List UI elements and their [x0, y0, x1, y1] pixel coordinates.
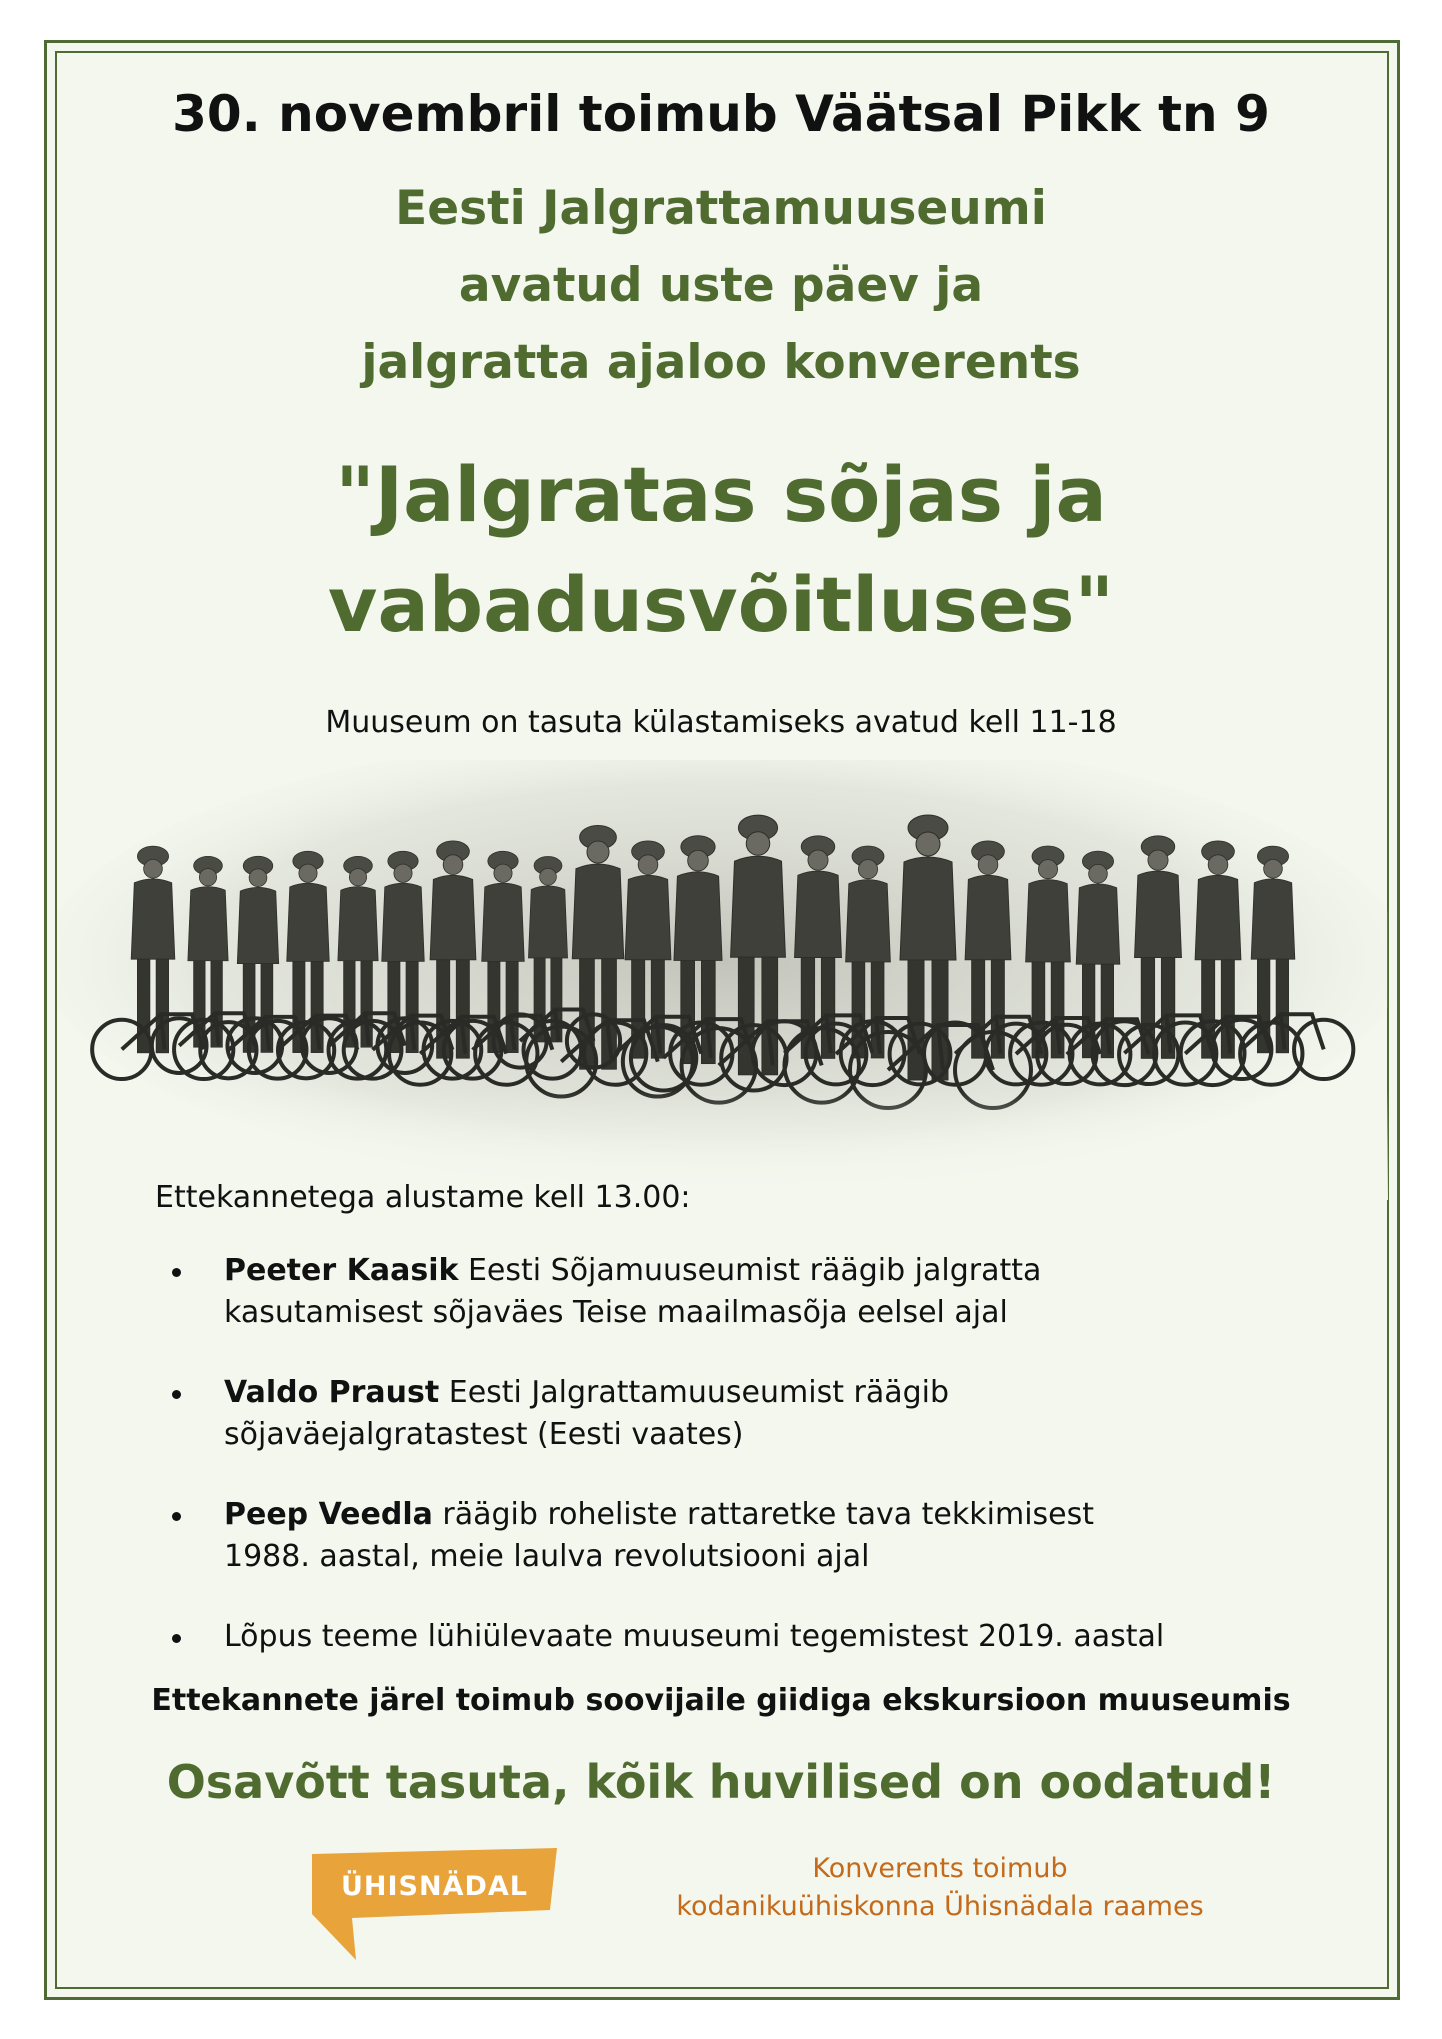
logo-label: ÜHISNÄDAL: [340, 1871, 529, 1902]
event-heading-line: jalgratta ajaloo konverents: [361, 335, 1081, 390]
bullet-icon: [172, 1390, 181, 1399]
conference-title-line: "Jalgratas sõjas ja: [335, 450, 1107, 539]
list-item: [160, 1250, 1310, 1334]
bullet-icon: [172, 1268, 181, 1277]
bullet-icon: [172, 1634, 181, 1643]
list-item: [160, 1494, 1310, 1578]
speaker-name: Peeter Kaasik: [224, 1253, 459, 1288]
footer-note-line: Konverents toimub: [812, 1853, 1068, 1884]
open-hours-line: Muuseum on tasuta külastamiseks avatud kell 11-18: [325, 705, 1117, 740]
talk-text: räägib roheliste rattaretke tava tekkimisest: [432, 1497, 1095, 1532]
welcome-line: Osavõtt tasuta, kõik huvilised on oodatud!: [166, 1755, 1276, 1809]
excursion-line: Ettekannete järel toimub soovijaile giidiga ekskursioon muuseumis: [151, 1683, 1291, 1718]
list-item: [160, 1616, 1310, 1658]
event-heading: [0, 170, 1442, 401]
talk-text: Eesti Jalgrattamuuseumist räägib: [439, 1375, 950, 1410]
talk-text: Lõpus teeme lühiülevaate muuseumi tegemistest 2019. aastal: [224, 1619, 1165, 1654]
footer-note: [640, 1850, 1240, 1926]
conference-title-line: vabadusvõitluses": [327, 560, 1115, 649]
program-start-line: Ettekannetega alustame kell 13.00:: [155, 1180, 691, 1215]
event-heading-line: Eesti Jalgrattamuuseumi: [395, 181, 1047, 236]
footer-note-line: kodanikuühiskonna Ühisnädala raames: [676, 1891, 1204, 1922]
historical-cyclists-photo: [58, 760, 1388, 1200]
date-location-line: 30. novembril toimub Väätsal Pikk tn 9: [172, 85, 1270, 143]
talk-text: Eesti Sõjamuuseumist räägib jalgratta: [458, 1253, 1042, 1288]
list-item: [160, 1372, 1310, 1456]
speaker-name: Peep Veedla: [224, 1497, 433, 1532]
bullet-icon: [172, 1512, 181, 1521]
speaker-name: Valdo Praust: [224, 1375, 440, 1410]
conference-title: [0, 440, 1442, 660]
talk-text-cont: kasutamisest sõjaväes Teise maailmasõja eelsel ajal: [224, 1295, 1008, 1330]
talk-text-cont: 1988. aastal, meie laulva revolutsiooni ajal: [224, 1539, 870, 1574]
talk-list: [160, 1250, 1310, 1696]
talk-text-cont: sõjaväejalgratastest (Eesti vaates): [224, 1417, 744, 1452]
event-heading-line: avatud uste päev ja: [458, 258, 984, 313]
